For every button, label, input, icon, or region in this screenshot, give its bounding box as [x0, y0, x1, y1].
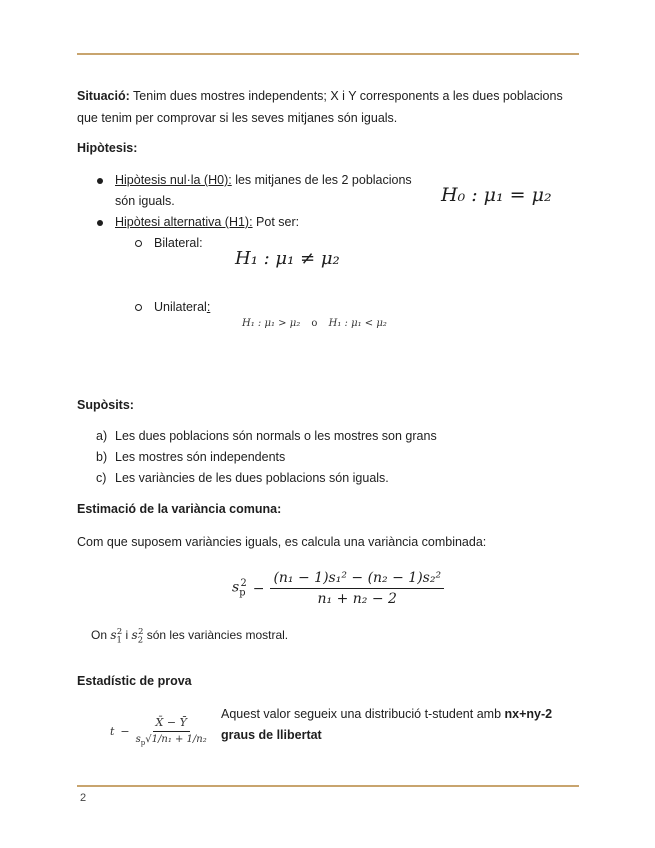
suposits-title: Supòsits: — [77, 398, 134, 412]
suposit-marker: b) — [96, 450, 108, 464]
variance-note — [91, 622, 288, 648]
h1-text: Pot ser: — [252, 215, 300, 229]
suposit-item — [96, 468, 437, 489]
sub-bullet-icon — [135, 240, 142, 247]
pooled-variance-formula — [232, 570, 444, 607]
suposits-list — [96, 426, 437, 489]
h0-formula: H₀ : μ₁ = μ₂ — [441, 184, 552, 206]
estadistic-title: Estadístic de prova — [77, 674, 192, 688]
t-equals: − — [120, 725, 130, 738]
pooled-variance-denominator: n₁ + n₂ − 2 — [317, 591, 397, 607]
t-numerator: X̄ − Ȳ — [153, 716, 190, 732]
bilateral-label: Bilateral: — [154, 236, 203, 250]
unilateral-formula-b: H₁ : μ₁ < μ₂ — [328, 318, 387, 329]
unilateral-label: Unilateral — [154, 300, 207, 314]
estadistic-bold-graus: graus de llibertat — [221, 728, 322, 742]
pooled-variance-numerator: (n₁ − 1)s₁² − (n₂ − 1)s₂² — [270, 570, 444, 589]
unilateral-or: o — [311, 318, 318, 329]
situacio-paragraph — [77, 85, 582, 129]
bilateral-formula: H₁ : μ₁ ≠ μ₂ — [235, 248, 340, 269]
h0-text: les mitjanes de les 2 poblacions — [231, 173, 412, 187]
unilateral-colon: : — [206, 300, 211, 314]
h1-label: Hipòtesi alternativa (H1): — [115, 215, 253, 229]
suposit-marker: c) — [96, 471, 107, 485]
estadistic-bold-dof: nx+ny-2 — [504, 707, 553, 721]
s2-symbol: $s_2^2$ — [131, 626, 144, 645]
unilateral-formulas — [242, 318, 387, 329]
estimacio-title: Estimació de la variància comuna: — [77, 502, 282, 516]
footer-rule — [77, 785, 579, 787]
estimacio-intro: Com que suposem variàncies iguals, es calcula una variància combinada: — [77, 535, 487, 549]
variance-note-suffix: són les variàncies mostral. — [143, 628, 289, 642]
suposit-item — [96, 447, 437, 468]
pooled-s: s — [232, 579, 240, 596]
t-denominator: $s_p√1/n_1 + 1/n_2$ — [135, 734, 207, 747]
equals-sign: − — [252, 580, 265, 597]
h0-text2: són iguals. — [115, 194, 175, 208]
pooled-variance-fraction — [270, 570, 444, 607]
pooled-variance-lhs: $s_p^2$ — [232, 578, 247, 599]
suposit-text: Les dues poblacions són normals o les mostres son grans — [115, 429, 437, 443]
t-symbol: t — [110, 725, 115, 738]
sub-bullet-icon — [135, 304, 142, 311]
estadistic-text — [221, 704, 561, 746]
hipotesis-title: Hipòtesis: — [77, 141, 138, 155]
page-number: 2 — [80, 792, 87, 804]
unilateral-formula-a: H₁ : μ₁ > μ₂ — [242, 318, 301, 329]
suposit-text: Les mostres són independents — [115, 450, 286, 464]
variance-note-mid: i — [122, 628, 132, 642]
hipotesis-heading — [77, 139, 137, 157]
h0-label: Hipòtesis nul·la (H0): — [115, 173, 232, 187]
t-den-root: 1/n₁ + 1/n₂ — [151, 734, 207, 745]
suposit-marker: a) — [96, 429, 108, 443]
suposit-item — [96, 426, 437, 447]
suposit-text: Les variàncies de les dues poblacions són iguals. — [115, 471, 389, 485]
t-fraction — [136, 716, 207, 747]
situacio-text: Tenim dues mostres independents; X i Y corresponents a les dues poblacions que tenim per comprovar si les seves mitjanes són iguals. — [77, 89, 563, 125]
h1-item — [115, 212, 299, 233]
bullet-icon — [97, 220, 103, 226]
variance-note-prefix: On — [91, 628, 111, 642]
s1-symbol: $s_1^2$ — [110, 626, 123, 645]
header-rule — [77, 53, 579, 55]
t-den-s: s — [135, 734, 141, 745]
situacio-label: Situació: — [77, 89, 130, 103]
bullet-icon — [97, 178, 103, 184]
unilateral-label-line — [154, 298, 210, 316]
t-statistic-formula — [110, 716, 207, 747]
h0-item — [115, 170, 415, 212]
estadistic-text-body: Aquest valor segueix una distribució t-student amb — [221, 707, 505, 721]
